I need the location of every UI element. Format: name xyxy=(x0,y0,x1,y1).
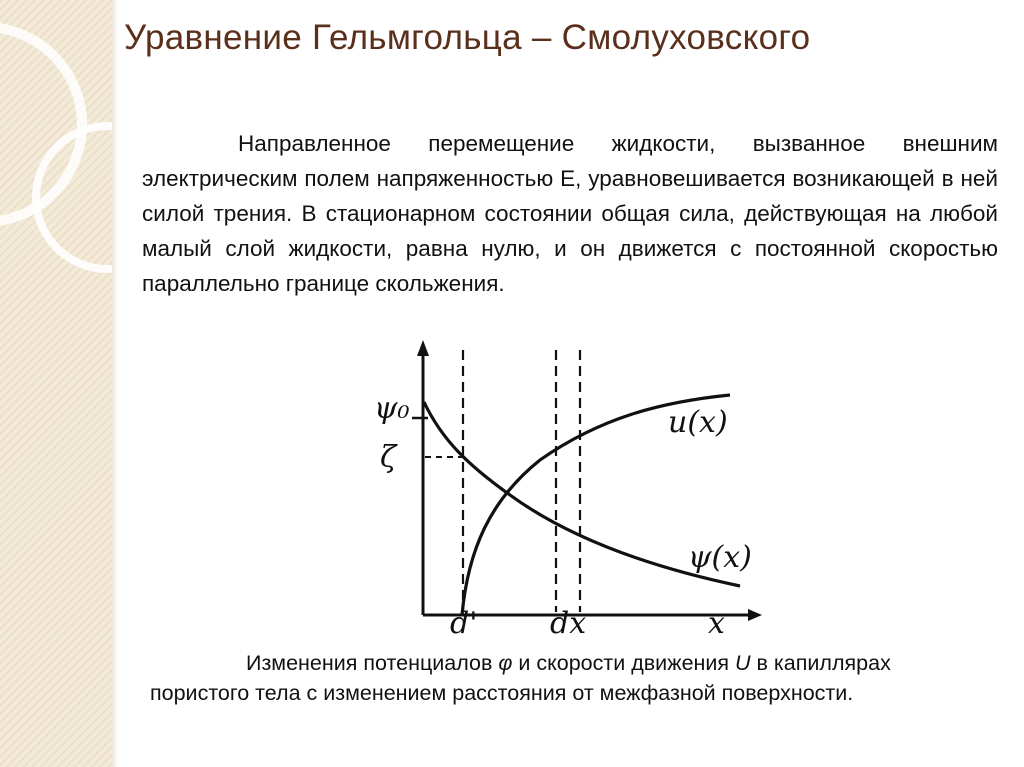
label-u-curve: u(x) xyxy=(668,405,728,440)
caption-text-3: в капиллярах пористого тела с изменением расстояния от межфазной поверхности. xyxy=(150,651,891,705)
band-edge-shadow xyxy=(112,0,118,767)
slide-title: Уравнение Гельмгольца – Смолуховского xyxy=(124,18,811,57)
label-zeta: ζ xyxy=(380,440,397,475)
body-paragraph: Направленное перемещение жидкости, вызванное внешним электрическим полем напряженностью Е, уравновешивается возникающей в ней силой трения. В стационарном состоянии общая сила, действующая на любой малый слой жидкости, равна нулю, и он движется с постоянной скоростью параллельно границе скольжения. xyxy=(142,131,998,296)
label-psi0: ψ₀ xyxy=(374,391,410,426)
potential-velocity-figure xyxy=(350,340,770,640)
caption-text-2: и скорости движения xyxy=(512,651,736,675)
figure-graph xyxy=(350,340,770,640)
label-x-axis: x xyxy=(708,606,725,640)
label-d-prime: d' xyxy=(450,606,478,640)
caption-phi-symbol: φ xyxy=(498,651,513,675)
y-axis-arrow xyxy=(417,340,429,356)
caption-text-1: Изменения потенциалов xyxy=(246,651,499,675)
label-psi-curve: ψ(x) xyxy=(688,540,752,575)
decorative-side-band xyxy=(0,0,112,767)
label-dx: dx xyxy=(550,606,587,640)
figure-caption xyxy=(150,648,970,708)
x-axis-arrow xyxy=(748,609,762,621)
caption-u-symbol: U xyxy=(735,651,751,675)
